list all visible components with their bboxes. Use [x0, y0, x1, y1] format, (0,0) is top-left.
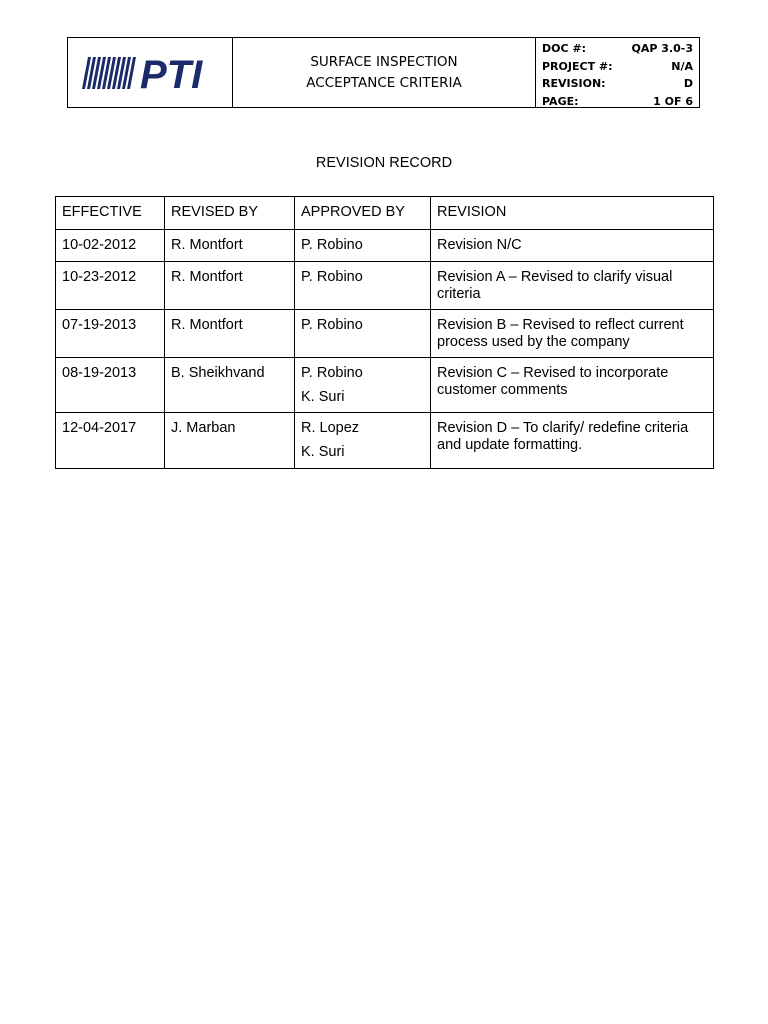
revised-by-cell: B. Sheikhvand: [165, 358, 295, 413]
title-line-1: SURFACE INSPECTION: [310, 53, 458, 70]
revised-by-cell: R. Montfort: [165, 230, 295, 262]
revision-cell: Revision N/C: [431, 230, 714, 262]
column-header-revised-by: REVISED BY: [165, 197, 295, 230]
approved-by-cell: [295, 413, 431, 469]
meta-value: QAP 3.0-3: [631, 42, 693, 55]
meta-row-revision: [542, 75, 693, 93]
approved-by-cell: [295, 262, 431, 310]
table-row: [56, 358, 714, 413]
meta-label: PAGE:: [542, 94, 579, 108]
meta-label: REVISION:: [542, 77, 606, 90]
approver: P. Robino: [301, 269, 363, 285]
approver: P. Robino: [301, 317, 363, 333]
page-title: REVISION RECORD: [315, 155, 453, 171]
pti-logo-mark: [80, 51, 220, 95]
pti-logo: [68, 38, 233, 107]
table-row: [56, 413, 714, 469]
logo-text: PTI: [140, 52, 203, 95]
meta-row-page: [542, 93, 693, 111]
effective-cell: 08-19-2013: [56, 358, 165, 413]
effective-cell: 10-23-2012: [56, 262, 165, 310]
document-header: [67, 37, 700, 108]
title-line-2: ACCEPTANCE CRITERIA: [306, 74, 462, 91]
revised-by-cell: R. Montfort: [165, 310, 295, 358]
table-row: [56, 262, 714, 310]
revision-table: [55, 196, 714, 469]
column-header-effective: EFFECTIVE: [56, 197, 165, 230]
document-meta: [536, 38, 699, 107]
meta-row-doc: [542, 40, 693, 58]
meta-value: N/A: [671, 59, 693, 73]
approved-by-cell: [295, 358, 431, 413]
meta-value: D: [683, 77, 693, 90]
approver: P. Robino: [301, 365, 363, 381]
document-title: [233, 38, 536, 107]
approver: K. Suri: [301, 388, 345, 405]
meta-value: 1 OF 6: [653, 94, 693, 108]
column-header-revision: REVISION: [431, 197, 714, 230]
table-row: [56, 310, 714, 358]
effective-cell: 12-04-2017: [56, 413, 165, 469]
table-row: [56, 230, 714, 262]
effective-cell: 07-19-2013: [56, 310, 165, 358]
revision-cell: Revision C – Revised to incorporate customer comments: [431, 358, 714, 413]
approver: R. Lopez: [301, 420, 360, 436]
revision-cell: Revision D – To clarify/ redefine criteria and update formatting.: [431, 413, 714, 469]
revised-by-cell: J. Marban: [165, 413, 295, 469]
column-header-approved-by: APPROVED BY: [295, 197, 431, 230]
approver: P. Robino: [301, 237, 363, 253]
effective-cell: 10-02-2012: [56, 230, 165, 262]
approved-by-cell: [295, 310, 431, 358]
approver: K. Suri: [301, 443, 345, 460]
revision-cell: Revision A – Revised to clarify visual criteria: [431, 262, 714, 310]
table-header-row: [56, 197, 714, 230]
meta-label: PROJECT #:: [542, 59, 613, 73]
approved-by-cell: [295, 230, 431, 262]
revised-by-cell: R. Montfort: [165, 262, 295, 310]
revision-cell: Revision B – Revised to reflect current process used by the company: [431, 310, 714, 358]
meta-label: DOC #:: [542, 42, 586, 55]
meta-row-project: [542, 58, 693, 76]
